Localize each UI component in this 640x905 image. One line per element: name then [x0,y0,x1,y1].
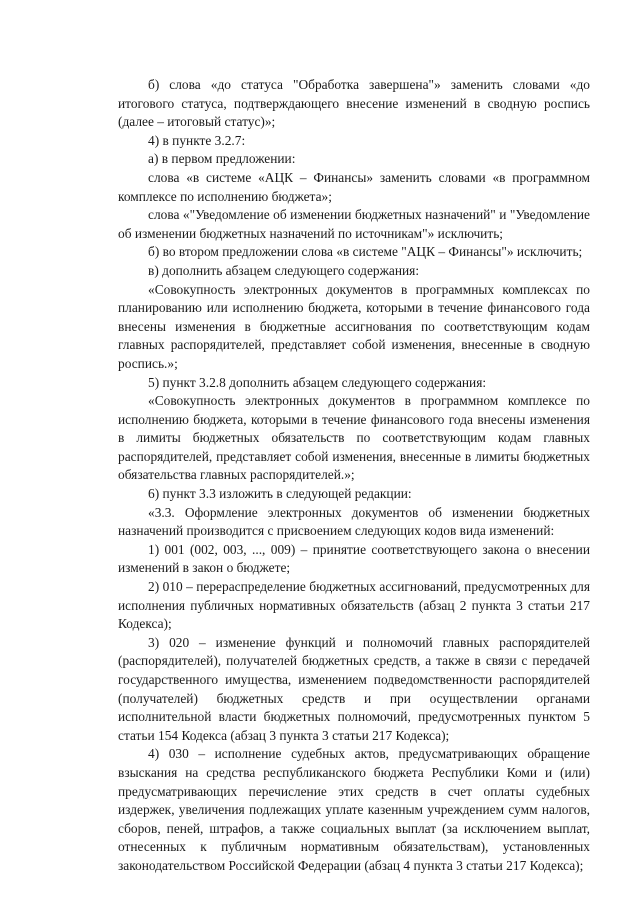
paragraph: б) слова «до статуса "Обработка завершена"» заменить словами «до итогового статуса, подтверждающего внесение изменений в сводную роспись (далее – итоговый статус)»; [118,77,590,130]
paragraph: 4) в пункте 3.2.7: [148,132,246,148]
paragraph: слова «в системе «АЦК – Финансы» заменить словами «в программном комплексе по исполнению бюджета»; [118,169,590,204]
paragraph: 5) пункт 3.2.8 дополнить абзацем следующего содержания: [148,374,487,390]
paragraph: а) в первом предложении: [148,151,296,167]
paragraph: «3.3. Оформление электронных документов об изменении бюджетных назначений производится с присвоением следующих кодов вида изменений: [118,504,590,539]
paragraph: 6) пункт 3.3 изложить в следующей редакции: [148,486,412,502]
list-item: 2) 010 – перераспределение бюджетных ассигнований, предусмотренных для исполнения публичных нормативных обязательств (абзац 2 пункта 3 статьи 217 Кодекса); [118,579,590,632]
paragraph: слова «"Уведомление об изменении бюджетных назначений" и "Уведомление об изменении бюджетных назначений по источникам"» исключить; [118,207,590,241]
list-item: 1) 001 (002, 003, ..., 009) – принятие соответствующего закона о внесении изменений в закон о бюджете; [118,541,590,576]
paragraph: «Совокупность электронных документов в программных комплексах по планированию или исполнению бюджета, которыми в течение финансового года внесены изменения в бюджетные ассигнования по соответствующим кодам главных распорядителей, представляет собой изменения, внесенные в сводную роспись.»; [118,281,590,371]
paragraph: б) во втором предложении слова «в системе "АЦК – Финансы"» исключить; [148,244,583,260]
paragraph: в) дополнить абзацем следующего содержания: [148,262,420,278]
list-item: 4) 030 – исполнение судебных актов, предусматривающих обращение взыскания на средства республиканского бюджета Республики Коми и (или) предусматривающих перечисление этих средств в счет оплаты судебных издержек, увеличения подлежащих уплате казенным учреждением сумм налогов, сборов, пеней, штрафов, а также социальных выплат (за исключением выплат, отнесенных к публичным нормативным обязательствам), установленных законодательством Российской Федерации (абзац 4 пункта 3 статьи 217 Кодекса); [118,746,590,873]
list-item: 3) 020 – изменение функций и полномочий главных распорядителей (распорядителей), получателей бюджетных средств, а также в связи с передачей государственного имущества, изменением подведомственности распорядителей (получателей) бюджетных средств и при осуществлении органами исполнительной власти бюджетных полномочий, предусмотренных пунктом 5 статьи 154 Кодекса (абзац 3 пункта 3 статьи 217 Кодекса); [118,634,590,743]
paragraph: «Совокупность электронных документов в программном комплексе по исполнению бюджета, которыми в течение финансового года внесены изменения в лимиты бюджетных обязательств по соответствующим кодам главных распорядителей, представляет собой изменения, внесенные в лимиты бюджетных обязательства главных распорядителей.»; [118,393,590,483]
document-body [118,76,590,876]
